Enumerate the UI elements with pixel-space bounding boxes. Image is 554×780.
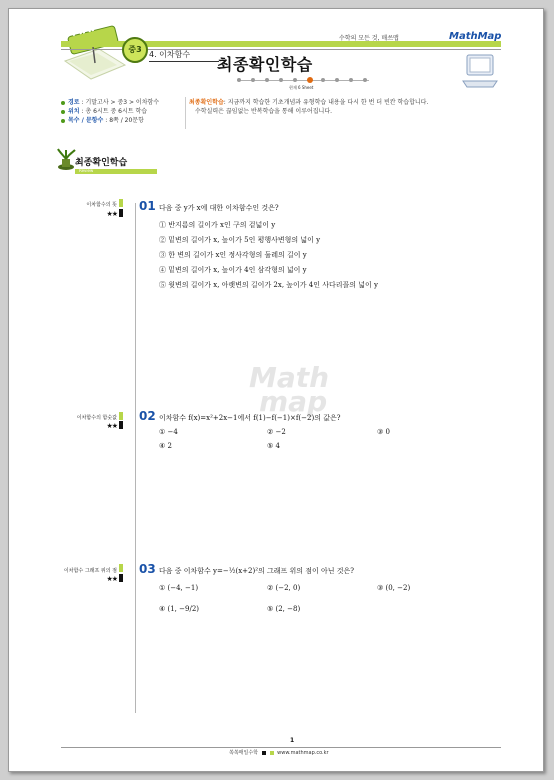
progress-dot: [363, 78, 367, 82]
tag-marker: [119, 564, 123, 572]
option-item[interactable]: ② −2: [267, 428, 286, 436]
tag-marker: [119, 574, 123, 582]
bullet-icon: [61, 119, 65, 123]
info-course: 경로 : 기말고사 > 중3 > 이차함수: [61, 97, 159, 106]
progress-dot: [279, 78, 283, 82]
option-item[interactable]: ③ 한 변의 길이가 x인 정사각형의 둘레의 길이 y: [159, 251, 307, 259]
grade-badge: 중3: [122, 37, 148, 63]
option-item[interactable]: ① (−4, −1): [159, 584, 199, 592]
option-item[interactable]: ② (−2, 0): [267, 584, 301, 592]
question-tag: 이차함수의 함숫값: [76, 415, 117, 421]
document-page: [8, 8, 544, 772]
question-divider: [135, 203, 136, 713]
footer-rule: [61, 747, 501, 748]
logo-text: MAP: [69, 19, 100, 40]
question-tag: 이차함수 그래프 위의 점: [63, 568, 117, 574]
progress-label: 현재 6 Sheet: [289, 85, 314, 90]
difficulty-stars: ★★: [106, 210, 117, 218]
progress-dot: [307, 77, 313, 83]
bullet-icon: [61, 110, 65, 114]
option-item[interactable]: ④ (1, −9/2): [159, 605, 199, 613]
option-item[interactable]: ③ (0, −2): [377, 584, 411, 592]
info-description: 최종확인학습: 지금까지 학습한 기초개념과 유형학습 내용을 다시 한 번 더 빈칸 학습합니다.: [189, 99, 429, 106]
watermark-text: map: [259, 385, 328, 418]
progress-dot: [293, 78, 297, 82]
plant-icon: [55, 147, 77, 171]
tag-marker: [119, 421, 123, 429]
option-item[interactable]: ④ 2: [159, 442, 172, 450]
question-tag: 이차함수의 뜻: [86, 202, 117, 208]
brand-logo: MathMap: [449, 31, 502, 42]
tag-marker: [119, 209, 123, 217]
tag-marker: [119, 412, 123, 420]
page-title: 최종확인학습: [217, 55, 313, 74]
chapter-underline: [149, 61, 219, 62]
question-number: 03: [139, 562, 156, 576]
section-title: 최종확인학습: [75, 158, 128, 168]
bullet-icon: [61, 101, 65, 105]
question-text: 이차함수 f(x)=x²+2x−1에서 f(1)−f(−1)×f(−2)의 값은?: [159, 414, 341, 422]
slogan: 수학의 모든 것, 매쓰맵: [339, 35, 399, 42]
progress-dot: [321, 78, 325, 82]
square-icon: [270, 751, 274, 755]
square-icon: [262, 751, 266, 755]
option-item[interactable]: ① 반지름의 길이가 x인 구의 겉넓이 y: [159, 221, 276, 229]
option-item[interactable]: ② 밑변의 길이가 x, 높이가 5인 평행사변형의 넓이 y: [159, 236, 321, 244]
question-number: 01: [139, 199, 156, 213]
footer-url[interactable]: www.mathmap.co.kr: [277, 750, 329, 756]
tag-marker: [119, 199, 123, 207]
progress-dot: [251, 78, 255, 82]
footer-left: 쏙쏙매일수학: [229, 750, 258, 756]
info-separator: [185, 97, 186, 129]
progress-dot: [335, 78, 339, 82]
info-description-2: 수학실력은 끊임없는 반복학습을 통해 이루어집니다.: [195, 108, 333, 115]
option-item[interactable]: ⑤ (2, −8): [267, 605, 301, 613]
progress-dot: [349, 78, 353, 82]
option-item[interactable]: ⑤ 윗변의 길이가 x, 아랫변의 길이가 2x, 높이가 4인 사다리꼴의 넓이 y: [159, 281, 378, 289]
page-number: 1: [290, 737, 295, 744]
progress-dot: [265, 78, 269, 82]
option-item[interactable]: ⑤ 4: [267, 442, 280, 450]
info-count: 목수 / 문항수 : 8쪽 / 20문항: [61, 115, 144, 124]
progress-dot: [237, 78, 241, 82]
computer-icon: [461, 53, 501, 89]
option-item[interactable]: ④ 밑변의 길이가 x, 높이가 4인 삼각형의 넓이 y: [159, 266, 307, 274]
difficulty-stars: ★★: [106, 575, 117, 583]
question-text: 다음 중 이차함수 y=−½(x+2)²의 그래프 위의 점이 아닌 것은?: [159, 567, 355, 575]
question-number: 02: [139, 409, 156, 423]
option-item[interactable]: ① −4: [159, 428, 178, 436]
question-text: 다음 중 y가 x에 대한 이차함수인 것은?: [159, 204, 279, 212]
difficulty-stars: ★★: [106, 422, 117, 430]
section-subtitle: Review: [79, 168, 94, 173]
chapter-label: 4. 이차함수: [149, 50, 191, 59]
footer-text: [229, 749, 329, 756]
progress-track: [237, 80, 369, 81]
option-item[interactable]: ③ 0: [377, 428, 390, 436]
watermark-text: Math: [249, 361, 330, 394]
info-position: 위치 : 총 6시트 중 6시트 학습: [61, 106, 147, 115]
